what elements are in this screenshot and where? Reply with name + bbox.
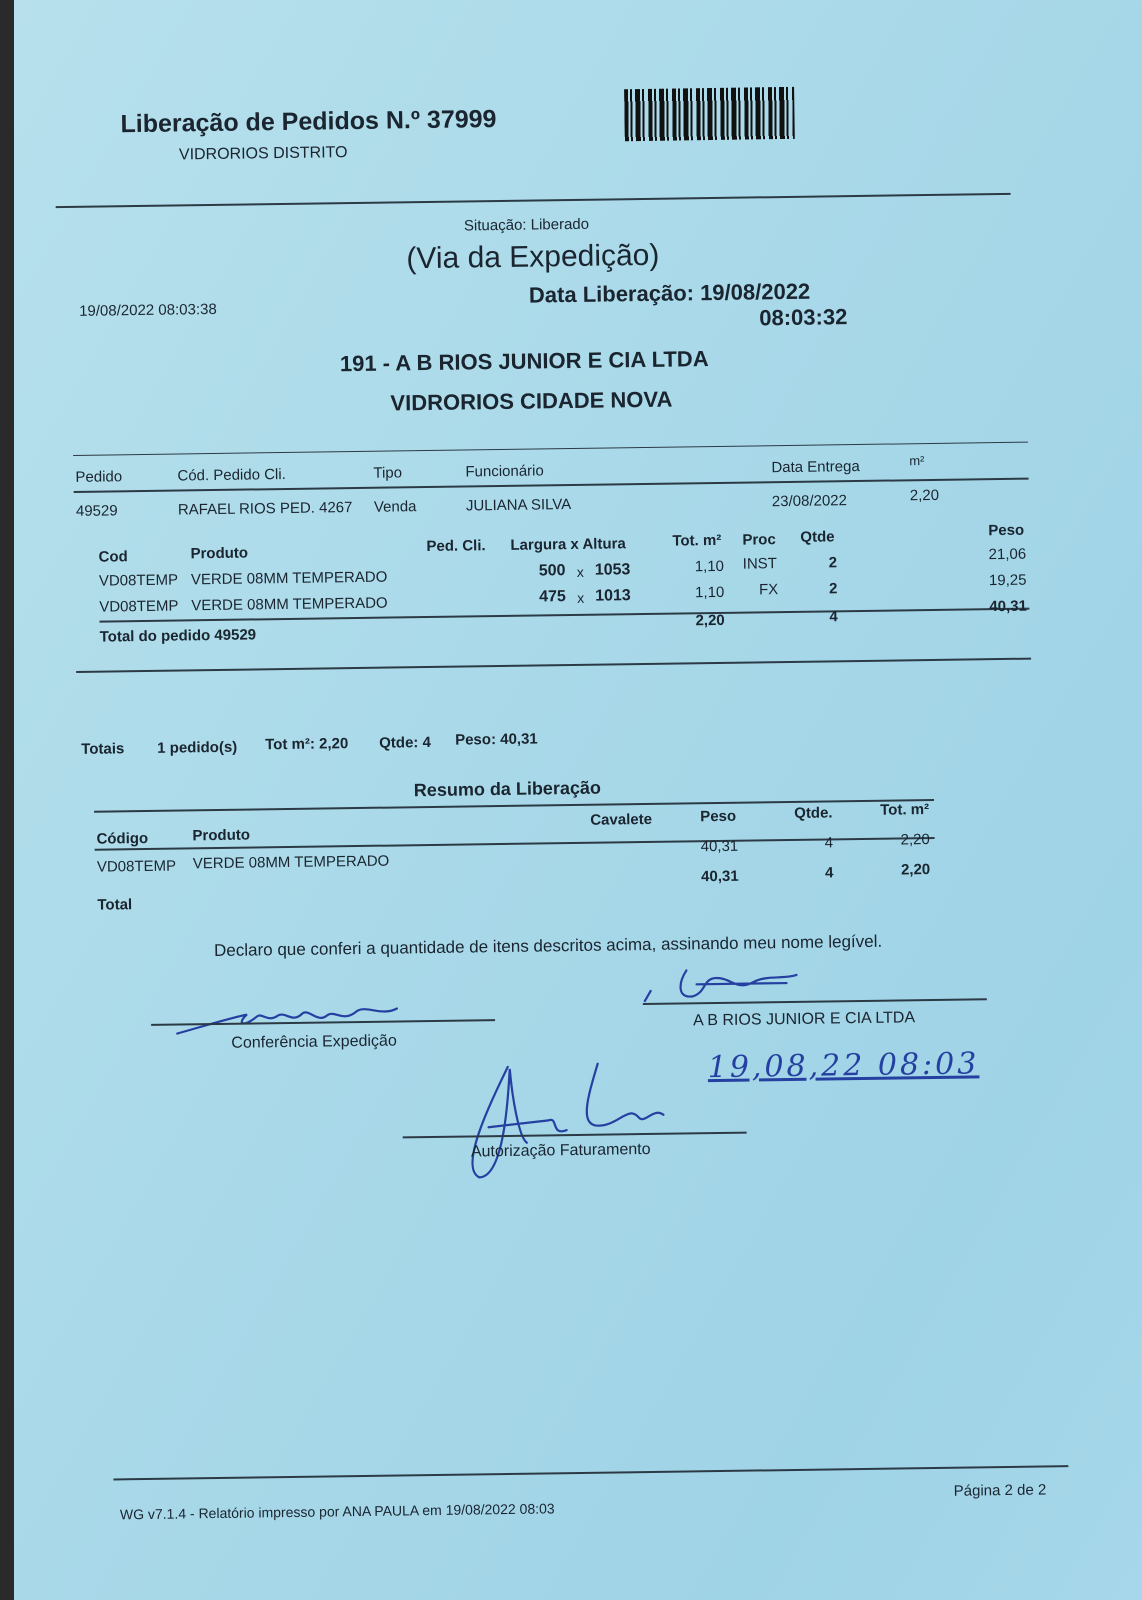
totais-pedidos: 1 pedido(s) — [157, 738, 238, 757]
item-produto: VERDE 08MM TEMPERADO — [191, 594, 388, 615]
page-title: Liberação de Pedidos N.º 37999 — [120, 105, 497, 139]
col-funcionario: Funcionário — [465, 462, 544, 481]
col-largura-altura: Largura x Altura — [510, 535, 626, 554]
order-tipo: Venda — [373, 498, 417, 516]
col-pedido: Pedido — [75, 468, 123, 486]
divider — [56, 193, 1011, 208]
col-ped-cli: Ped. Cli. — [426, 537, 486, 556]
col-cod-pedido-cli: Cód. Pedido Cli. — [177, 465, 286, 485]
situacao: Situação: Liberado — [463, 215, 590, 235]
declaration-text: Declaro que conferi a quantidade de itens descritos acima, assinando meu nome legível. — [213, 931, 883, 961]
resumo-col-cavalete: Cavalete — [590, 810, 653, 829]
col-qtde: Qtde — [800, 528, 835, 546]
resumo-codigo: VD08TEMP — [96, 857, 177, 876]
item-produto: VERDE 08MM TEMPERADO — [190, 568, 388, 589]
col-cod: Cod — [98, 548, 128, 566]
totais-label: Totais — [81, 740, 125, 758]
signature-company — [636, 961, 807, 1013]
col-tipo: Tipo — [373, 464, 403, 482]
footer-page: Página 2 de 2 — [953, 1481, 1047, 1500]
total-pedido-qtde: 4 — [829, 608, 838, 626]
barcode — [624, 87, 795, 141]
resumo-col-peso: Peso — [700, 807, 737, 826]
total-pedido-label: Total do pedido 49529 — [99, 626, 257, 646]
col-data-entrega: Data Entrega — [771, 457, 860, 477]
item-peso: 21,06 — [988, 545, 1027, 564]
col-tot-m2: Tot. m² — [672, 531, 722, 550]
totais-tot-m2: Tot m²: 2,20 — [265, 735, 349, 754]
totais-qtde: Qtde: 4 — [379, 733, 431, 752]
item-x: x — [577, 589, 585, 606]
resumo-col-qtde: Qtde. — [794, 804, 833, 822]
resumo-col-tot-m2: Tot. m² — [880, 801, 930, 819]
footer-printed-by: WG v7.1.4 - Relatório impresso por ANA PAULA em 19/08/2022 08:03 — [119, 1500, 555, 1523]
resumo-produto: VERDE 08MM TEMPERADO — [192, 852, 390, 873]
item-cod: VD08TEMP — [99, 597, 179, 616]
item-proc: FX — [758, 581, 779, 599]
divider — [76, 658, 1031, 673]
resumo-col-codigo: Código — [96, 829, 149, 848]
order-data-entrega: 23/08/2022 — [771, 492, 848, 511]
total-pedido-m2: 2,20 — [695, 611, 725, 630]
col-proc: Proc — [742, 531, 776, 549]
resumo-qtde: 4 — [824, 834, 834, 852]
handwritten-date: 19,08,22 08:03 — [707, 1046, 980, 1086]
resumo-title: Resumo da Liberação — [413, 777, 602, 801]
order-cod-pedido-cli: RAFAEL RIOS PED. 4267 — [177, 499, 353, 519]
total-pedido-peso: 40,31 — [989, 597, 1028, 616]
item-peso: 19,25 — [988, 571, 1027, 590]
order-pedido: 49529 — [75, 502, 118, 520]
document-content — [14, 0, 1142, 1600]
signature-autorizacao — [448, 1055, 680, 1188]
item-tot-m2: 1,10 — [694, 557, 725, 576]
resumo-tot-m2: 2,20 — [900, 831, 930, 849]
item-cod: VD08TEMP — [98, 571, 179, 590]
company-name: VIDRORIOS DISTRITO — [178, 144, 348, 164]
via-label: (Via da Expedição) — [406, 238, 660, 276]
paper-sheet — [14, 0, 1142, 1600]
resumo-peso: 40,31 — [700, 837, 739, 856]
signature-label-conferencia: Conferência Expedição — [231, 1032, 397, 1052]
resumo-total-tot-m2: 2,20 — [900, 861, 931, 879]
print-datetime: 19/08/2022 08:03:38 — [79, 300, 217, 320]
signature-label-autorizacao: Autorização Faturamento — [470, 1140, 651, 1161]
resumo-total-peso: 40,31 — [700, 867, 739, 886]
item-qtde: 2 — [828, 554, 838, 572]
data-liberacao: Data Liberação: 19/08/2022 — [528, 278, 811, 308]
order-m2: 2,20 — [909, 486, 940, 505]
client-name: 191 - A B RIOS JUNIOR E CIA LTDA — [339, 346, 709, 377]
item-largura: 500 — [538, 562, 566, 580]
signature-label-company: A B RIOS JUNIOR E CIA LTDA — [692, 1009, 916, 1030]
totais-peso: Peso: 40,31 — [455, 730, 538, 749]
col-m2: m² — [909, 453, 925, 469]
item-x: x — [576, 563, 584, 580]
item-largura: 475 — [539, 588, 566, 606]
item-proc: INST — [742, 555, 778, 573]
item-tot-m2: 1,10 — [695, 583, 725, 602]
item-qtde: 2 — [828, 580, 838, 598]
footer-divider — [113, 1465, 1068, 1480]
resumo-col-produto: Produto — [192, 826, 251, 845]
resumo-total-qtde: 4 — [824, 864, 834, 882]
resumo-total-label: Total — [97, 896, 133, 914]
item-altura: 1053 — [594, 561, 631, 579]
item-altura: 1013 — [595, 587, 631, 605]
divider — [73, 442, 1028, 456]
col-produto: Produto — [190, 544, 249, 563]
order-funcionario: JULIANA SILVA — [465, 496, 572, 515]
client-store: VIDRORIOS CIDADE NOVA — [390, 386, 673, 416]
col-peso: Peso — [988, 521, 1025, 540]
data-liberacao-time: 08:03:32 — [759, 304, 848, 331]
